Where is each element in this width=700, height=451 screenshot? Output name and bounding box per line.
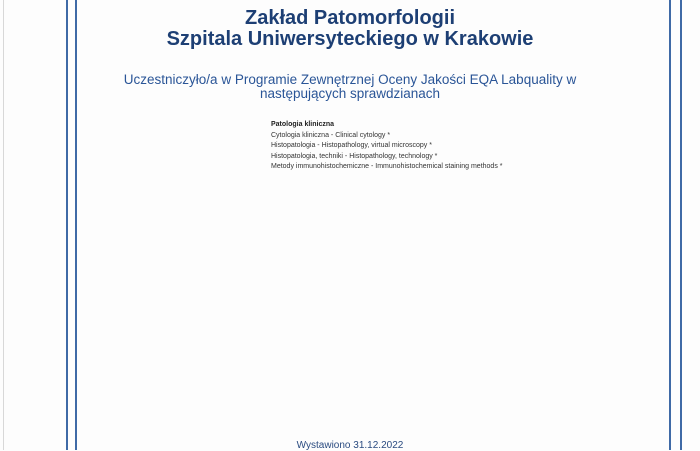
- frame-line-right-inner: [669, 0, 671, 450]
- list-item: Metody immunohistochemiczne - Immunohistochemical staining methods *: [271, 163, 503, 170]
- participation-statement: Uczestniczyło/a w Programie Zewnętrznej Oceny Jakości EQA Labquality w następujących sprawdzianach: [123, 72, 577, 101]
- title-line-1: Zakład Patomorfologii: [244, 7, 456, 29]
- scheme-list: [271, 120, 503, 173]
- page-edge-line: [3, 0, 4, 450]
- section-heading: Patologia kliniczna: [271, 121, 335, 128]
- frame-line-left-outer: [66, 0, 68, 450]
- list-item: Histopatologia - Histopathology, virtual microscopy *: [271, 142, 432, 149]
- frame-line-left-inner: [75, 0, 77, 450]
- title-line-2: Szpitala Uniwersyteckiego w Krakowie: [166, 28, 534, 50]
- issue-date: Wystawiono 31.12.2022: [296, 440, 404, 451]
- list-item: Cytologia kliniczna - Clinical cytology *: [271, 131, 391, 139]
- frame-line-right-outer: [680, 0, 682, 450]
- list-item: Histopatologia, techniki - Histopathology, technology *: [271, 152, 438, 160]
